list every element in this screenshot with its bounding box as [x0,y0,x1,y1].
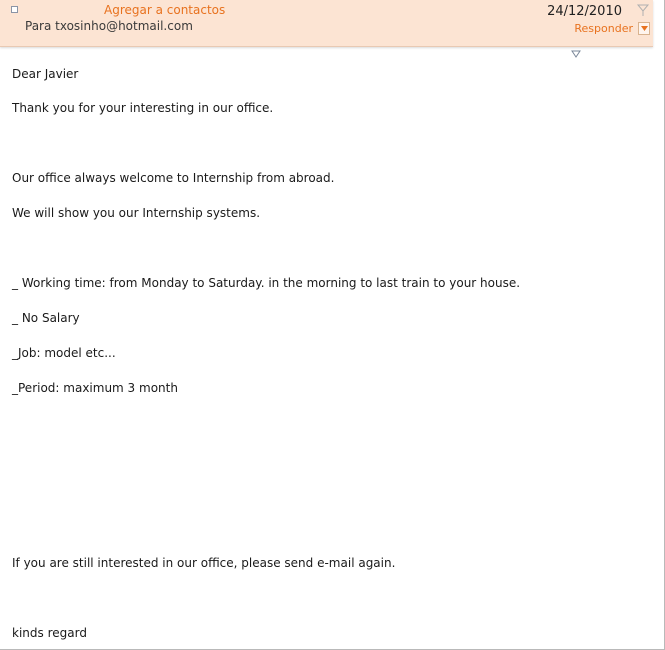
list-item: _Job: model etc... [12,346,116,360]
body-paragraph: Our office always welcome to Internship from abroad. [12,171,335,185]
body-paragraph: If you are still interested in our office, please send e-mail again. [12,556,396,570]
select-checkbox-icon[interactable] [11,6,18,13]
list-item: _ No Salary [12,311,80,325]
chevron-down-icon [641,26,648,31]
body-paragraph: Thank you for your interesting in our office. [12,101,274,115]
reply-options-dropdown[interactable] [638,22,650,35]
collapse-triangle-icon[interactable] [571,50,581,58]
signoff: kinds regard [12,626,87,640]
body-paragraph: We will show you our Internship systems. [12,206,261,220]
flag-icon[interactable] [636,3,650,17]
list-item: _ Working time: from Monday to Saturday. in the morning to last train to your house. [12,276,521,290]
message-date: 24/12/2010 [547,4,622,19]
greeting: Dear Javier [12,67,79,81]
list-item: _Period: maximum 3 month [12,381,178,395]
recipient-line: Para txosinho@hotmail.com [25,19,193,33]
message-header [0,0,653,47]
reply-button[interactable]: Responder [574,22,633,35]
add-to-contacts-link[interactable]: Agregar a contactos [104,3,226,17]
